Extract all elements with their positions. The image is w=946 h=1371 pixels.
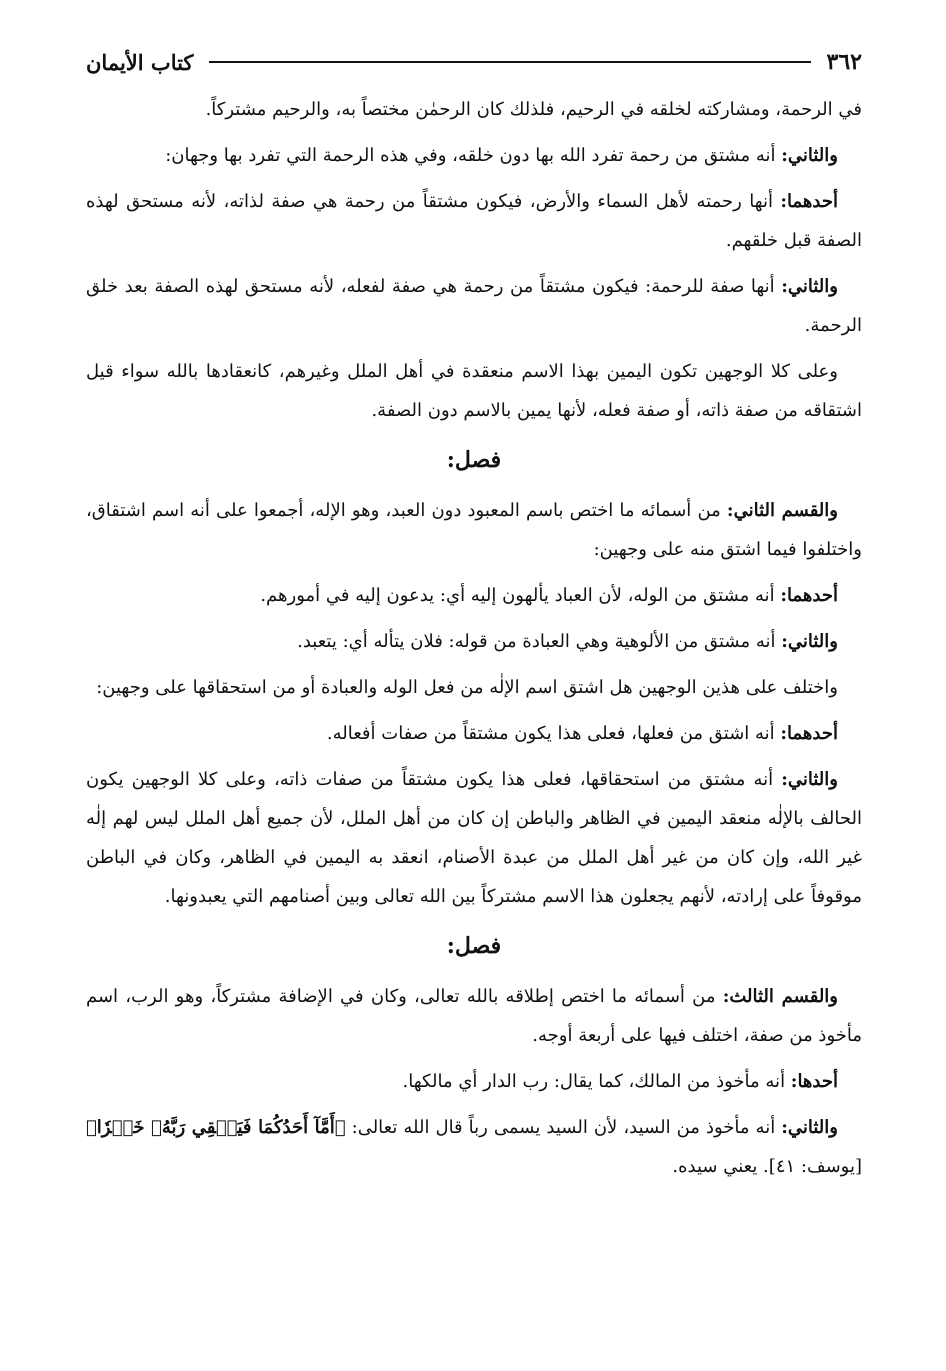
- paragraph: [86, 90, 862, 129]
- page-number: ٣٦٢: [826, 49, 862, 75]
- book-title: كتاب الأيمان: [86, 49, 194, 75]
- paragraph: [86, 352, 862, 430]
- paragraph: [86, 760, 862, 916]
- term-label: والقسم الثالث:: [722, 986, 838, 1007]
- paragraph: [86, 491, 862, 569]
- term-label: أحدهما:: [780, 191, 838, 212]
- section-heading: فصل:: [446, 933, 502, 959]
- paragraph: [86, 267, 862, 345]
- paragraph: [86, 1062, 862, 1101]
- paragraph: [86, 622, 862, 661]
- section-heading: فصل:: [446, 447, 502, 473]
- quran-verse: ﴿أَمَّآ أَحَدُكُمَا فَيَسۡقِي رَبَّهُۥ خَمۡرٗا﴾: [86, 1117, 346, 1138]
- verse-reference: [يوسف: ٤١]. يعني سيده.: [672, 1156, 862, 1177]
- paragraph-text: أنه مأخوذ من المالك، كما يقال: رب الدار أي مالكها.: [402, 1071, 791, 1092]
- paragraph: [86, 576, 862, 615]
- page-header: [86, 40, 862, 84]
- paragraph: [86, 977, 862, 1055]
- paragraph-text: أنه مشتق من الألوهية وهي العبادة من قوله: فلان يتأله أي: يتعبد.: [297, 631, 782, 652]
- term-label: أحدهما:: [780, 723, 838, 744]
- paragraph: [86, 136, 862, 175]
- term-label: أحدهما:: [780, 585, 838, 606]
- paragraph-text: من أسمائه ما اختص إطلاقه بالله تعالى، وكان في الإضافة مشتركاً، وهو الرب، اسم مأخوذ من صفة، اختلف فيها على أربعة أوجه.: [86, 986, 862, 1046]
- paragraph: [86, 1108, 862, 1186]
- term-label: والثاني:: [781, 631, 838, 652]
- paragraph-text: أنه مشتق من الوله، لأن العباد يألهون إليه أي: يدعون إليه في أمورهم.: [260, 585, 781, 606]
- paragraph: [86, 182, 862, 260]
- paragraph-text: من أسمائه ما اختص باسم المعبود دون العبد، وهو الإله، أجمعوا على أنه اسم اشتقاق، واختلفوا فيما اشتق منه على وجهين:: [86, 500, 862, 560]
- paragraph-text: واختلف على هذين الوجهين هل اشتق اسم الإلٰه من فعل الوله والعبادة أو من استحقاقها على وجهين:: [96, 677, 838, 698]
- paragraph-text: في الرحمة، ومشاركته لخلقه في الرحيم، فلذلك كان الرحمٰن مختصاً به، والرحيم مشتركاً.: [205, 99, 862, 120]
- term-label: والثاني:: [781, 769, 838, 790]
- paragraph: [86, 668, 862, 707]
- paragraph-text: وعلى كلا الوجهين تكون اليمين بهذا الاسم منعقدة في أهل الملل وغيرهم، كانعقادها بالله سواء قيل اشتقاقه من صفة ذاته، أو صفة فعله، لأنها يمين بالاسم دون الصفة.: [86, 361, 862, 421]
- paragraph-text: أنه مشتق من رحمة تفرد الله بها دون خلقه، وفي هذه الرحمة التي تفرد بها وجهان:: [165, 145, 782, 166]
- paragraph: [86, 714, 862, 753]
- header-rule: [209, 61, 810, 63]
- term-label: أحدها:: [790, 1071, 838, 1092]
- paragraph-text: أنه اشتق من فعلها، فعلى هذا يكون مشتقاً من صفات أفعاله.: [326, 723, 781, 744]
- term-label: والثاني:: [781, 276, 838, 297]
- term-label: والثاني:: [781, 1117, 838, 1138]
- term-label: والقسم الثاني:: [726, 500, 838, 521]
- paragraph-text: أنه مشتق من استحقاقها، فعلى هذا يكون مشتقاً من صفات ذاته، وعلى كلا الوجهين يكون الحالف بالإلٰه منعقد اليمين في الظاهر والباطن إن كان من أهل الملل، لأن جميع أهل الملل ليس لهم إلٰه غير الله، وإن كان من غير أهل الملل من عبدة الأصنام، انعقد به اليمين في الظاهر، وكان في الباطن موقوفاً على إرادته، لأنهم يجعلون هذا الاسم مشتركاً بين الله تعالى وبين أصنامهم التي يعبدونها.: [86, 769, 862, 907]
- paragraph-text: أنها رحمته لأهل السماء والأرض، فيكون مشتقاً من رحمة هي صفة لذاته، لأنه مستحق لهذه الصفة قبل خلقهم.: [86, 191, 862, 251]
- paragraph-text: أنها صفة للرحمة: فيكون مشتقاً من رحمة هي صفة لفعله، لأنه مستحق لهذه الصفة بعد خلق الرحمة.: [86, 276, 862, 336]
- paragraph-text: أنه مأخوذ من السيد، لأن السيد يسمى رباً قال الله تعالى:: [345, 1117, 782, 1138]
- term-label: والثاني:: [781, 145, 838, 166]
